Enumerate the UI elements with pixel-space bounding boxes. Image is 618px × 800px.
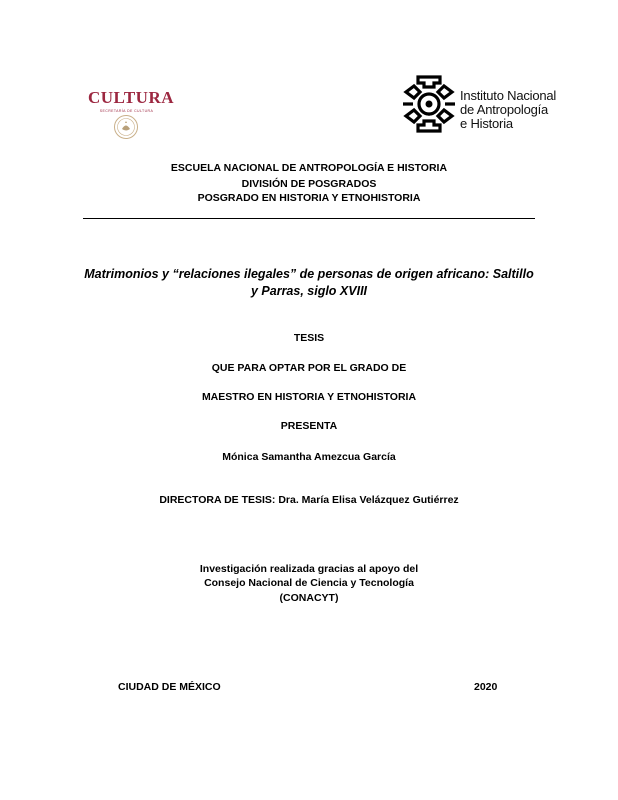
document-type: TESIS bbox=[293, 332, 325, 344]
city: CIUDAD DE MÉXICO bbox=[118, 681, 221, 693]
author-name: Mónica Samantha Amezcua García bbox=[222, 451, 396, 463]
degree-intro: QUE PARA OPTAR POR EL GRADO DE bbox=[211, 362, 407, 374]
funding-line-2: Consejo Nacional de Ciencia y Tecnología bbox=[204, 577, 414, 589]
inah-logo-text bbox=[460, 89, 570, 131]
header-divider bbox=[83, 218, 535, 219]
inah-line-2: de Antropología bbox=[460, 102, 549, 117]
funding-line-1: Investigación realizada gracias al apoyo del bbox=[199, 563, 419, 575]
thesis-title-line-1: Matrimonios y “relaciones ilegales” de personas de origen africano: Saltillo bbox=[84, 267, 534, 281]
inah-glyph-icon bbox=[400, 74, 458, 134]
mexico-seal-icon bbox=[113, 114, 139, 140]
inah-line-1: Instituto Nacional bbox=[460, 88, 557, 103]
inah-logo bbox=[400, 74, 570, 136]
cultura-logo bbox=[88, 88, 175, 140]
school-name: ESCUELA NACIONAL DE ANTROPOLOGÍA E HISTORIA bbox=[170, 162, 448, 174]
thesis-title-line-2: y Parras, siglo XVIII bbox=[250, 284, 368, 298]
year: 2020 bbox=[474, 681, 498, 693]
thesis-title bbox=[80, 266, 538, 300]
cultura-logo-subtitle: SECRETARÍA DE CULTURA bbox=[99, 109, 154, 113]
program-name: POSGRADO EN HISTORIA Y ETNOHISTORIA bbox=[197, 192, 421, 204]
degree-name: MAESTRO EN HISTORIA Y ETNOHISTORIA bbox=[201, 391, 417, 403]
inah-line-3: e Historia bbox=[460, 116, 513, 131]
division-name: DIVISIÓN DE POSGRADOS bbox=[241, 178, 377, 190]
funding-line-3: (CONACYT) bbox=[279, 592, 339, 604]
thesis-director: DIRECTORA DE TESIS: Dra. María Elisa Velázquez Gutiérrez bbox=[159, 494, 459, 506]
cultura-logo-wordmark: CULTURA bbox=[88, 88, 175, 107]
presenta-label: PRESENTA bbox=[280, 420, 338, 432]
